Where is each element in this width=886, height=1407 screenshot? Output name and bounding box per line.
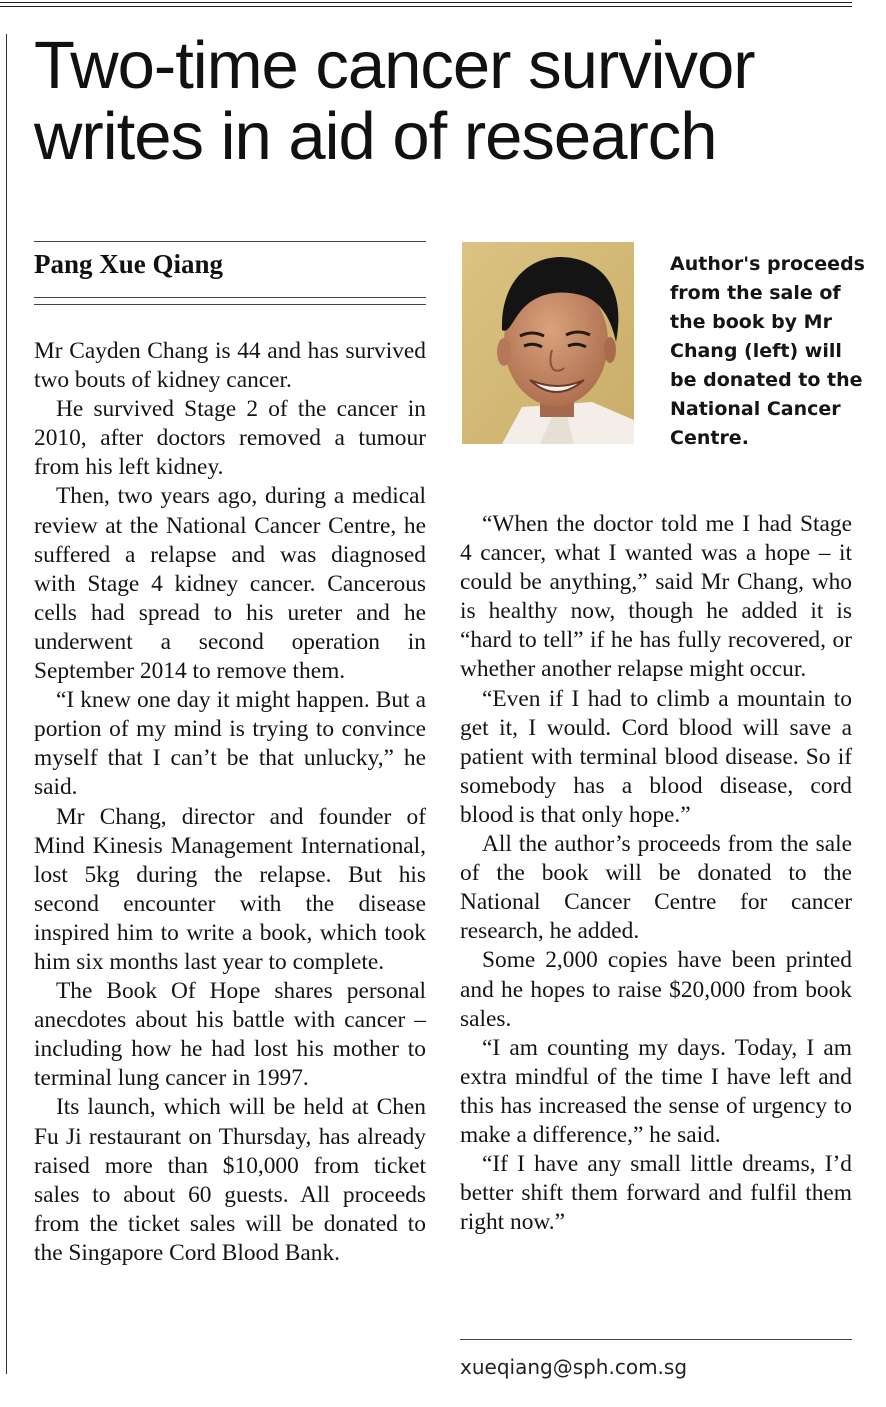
left-paragraph: Its launch, which will be held at Chen Fu Ji restaurant on Thursday, has already raised more than $10,000 from ticket sales to about 60 guests. All proceeds from the ticket sales will be donated to the Singapore Cord Blood Bank. [34, 1094, 426, 1266]
right-paragraph: Some 2,000 copies have been printed and he hopes to raise $20,000 from book sales. [460, 947, 852, 1032]
byline-rule-top [34, 241, 426, 242]
left-paragraph: Then, two years ago, during a medical review at the National Cancer Centre, he suffered a relapse and was diagnosed with Stage 4 kidney cancer. Cancerous cells had spread to his ureter and he underwent a second operation in September 2014 to remove them. [34, 483, 426, 685]
byline: Pang Xue Qiang [34, 249, 224, 279]
author-photo [462, 242, 634, 444]
author-email: xueqiang@sph.com.sg [460, 1355, 688, 1379]
photo-caption: Author's proceeds from the sale of the book by Mr Chang (left) will be donated to the National Cancer Centre. [670, 253, 865, 449]
right-paragraph: “I am counting my days. Today, I am extra mindful of the time I have left and this has increased the sense of urgency to make a difference,” he said. [460, 1034, 852, 1148]
right-paragraph: “Even if I had to climb a mountain to get it, I would. Cord blood will save a patient with terminal blood disease. So if somebody has a blood disease, cord blood is that only hope.” [460, 685, 852, 828]
right-paragraph: “When the doctor told me I had Stage 4 cancer, what I wanted was a hope – it could be anything,” said Mr Chang, who is healthy now, though he added it is “hard to tell” if he has fully recovered, or whether another relapse might occur. [460, 511, 852, 683]
author-portrait-image [462, 242, 634, 444]
right-paragraph: All the author’s proceeds from the sale of the book will be donated to the National Cancer Centre for cancer research, he added. [460, 831, 852, 945]
headline-line-2: writes in aid of research [34, 99, 717, 174]
footer-rule [460, 1339, 852, 1340]
right-paragraph: “If I have any small little dreams, I’d better shift them forward and fulfil them right now.” [460, 1151, 852, 1236]
byline-rule-bottom [34, 297, 426, 305]
headline-line-1: Two-time cancer survivor [34, 28, 755, 103]
headline [34, 30, 844, 172]
side-rule [6, 34, 7, 1374]
right-column [460, 510, 852, 1237]
left-paragraph: “I knew one day it might happen. But a portion of my mind is trying to convince myself that I can’t be that unlucky,” he said. [34, 687, 426, 801]
left-paragraph: The Book Of Hope shares personal anecdotes about his battle with cancer – including how he had lost his mother to terminal lung cancer in 1997. [34, 978, 426, 1092]
left-paragraph: He survived Stage 2 of the cancer in 2010, after doctors removed a tumour from his left kidney. [34, 396, 426, 481]
top-rule [0, 2, 852, 7]
left-paragraph: Mr Chang, director and founder of Mind Kinesis Management International, lost 5kg during the relapse. But his second encounter with the disease inspired him to write a book, which took him six months last year to complete. [34, 803, 426, 975]
left-column [34, 337, 426, 1268]
left-paragraph: Mr Cayden Chang is 44 and has survived two bouts of kidney cancer. [34, 338, 426, 394]
